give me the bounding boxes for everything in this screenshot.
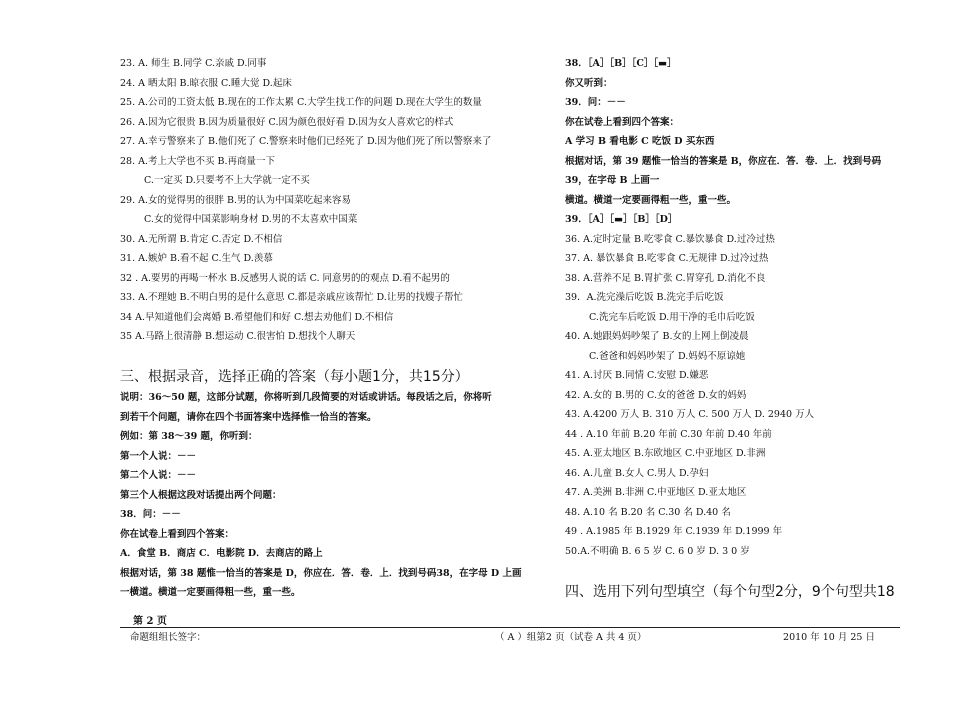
- section-3-heading: 三、根据录音，选择正确的答案（每小题1分，共15分）: [120, 369, 469, 385]
- question-45: 45. A.亚太地区 B.东欧地区 C.中亚地区 D.非洲: [565, 448, 766, 459]
- question-30: 30. A.无所谓 B.肯定 C.否定 D.不相信: [120, 233, 283, 245]
- question-41: 41. A.讨厌 B.同情 C.安慰 D.嫌恶: [565, 370, 709, 381]
- question-39-options-cont: C.洗完车后吃饭 D.用干净的毛巾后吃饭: [589, 311, 755, 323]
- question-49: 49 . A.1985 年 B.1929 年 C.1939 年 D.1999 年: [565, 526, 783, 537]
- question-38: 38. A.营养不足 B.胃扩张 C.胃穿孔 D.消化不良: [565, 272, 766, 284]
- example-speaker-1: 第一个人说：－－: [120, 450, 197, 462]
- question-40: 40. A.她跟妈妈吵架了 B.女的上网上倒凌晨: [565, 331, 749, 342]
- question-40-options-cont: C.爸爸和妈妈吵架了 D.妈妈不原谅她: [589, 350, 746, 362]
- question-28-options-cont: C.一定买 D.只要考不上大学就一定不买: [144, 175, 310, 186]
- example-explanation: 根据对话，第 38 题惟一恰当的答案是 D，你应在．答．卷．上．找到号码38，在字母 D 上画: [120, 567, 522, 579]
- left-column: [120, 54, 560, 603]
- example-explanation-cont: 一横道。横道一定要画得粗一些，重一些。: [120, 587, 301, 598]
- footer: [120, 629, 900, 643]
- example-answers: A．食堂 B．商店 C．电影院 D．去商店的路上: [120, 548, 323, 559]
- answer-sheet-38: 38．［A］［B］［C］［▬］: [565, 58, 677, 69]
- question-29: 29. A.女的觉得男的很胖 B.男的认为中国菜吃起来容易: [120, 194, 352, 206]
- question-31: 31. A.嫉妒 B.看不起 C.生气 D.羡慕: [120, 253, 273, 264]
- question-27: 27. A.幸亏警察来了 B.他们死了 C.警察来时他们已经死了 D.因为他们死了所以警察来了: [120, 136, 492, 147]
- example-explanation-39-cont: 39，在字母 B 上画一: [565, 175, 660, 186]
- footer-signature-label: 命题组组长签字：: [130, 632, 207, 643]
- question-28: 28. A.考上大学也不买 B.再商量一下: [120, 155, 276, 167]
- question-50: 50.A.不明确 B. 6 5 岁 C. 6 0 岁 D. 3 0 岁: [565, 545, 750, 557]
- example-intro: 例如：第 38～39 题，你听到：: [120, 431, 258, 442]
- example-answers-intro: 你在试卷上看到四个答案：: [120, 528, 235, 540]
- right-column: [565, 54, 910, 603]
- question-25: 25. A.公司的工资太低 B.现在的工作太累 C.大学生找工作的问题 D.现在大学生的数量: [120, 97, 482, 108]
- question-42: 42. A.女的 B.男的 C.女的爸爸 D.女的妈妈: [565, 389, 747, 401]
- answer-sheet-39: 39．［A］［▬］［B］［D］: [565, 214, 678, 225]
- question-48: 48. A.10 名 B.20 名 C.30 名 D.40 名: [565, 506, 731, 518]
- footer-divider: [120, 627, 900, 628]
- question-39: 39．A.洗完澡后吃饭 B.洗完手后吃饭: [565, 292, 724, 303]
- example-speaker-2: 第二个人说：－－: [120, 470, 197, 481]
- page-number: 第 2 页: [133, 616, 167, 627]
- spacer: [565, 561, 910, 581]
- question-26: 26. A.因为它很贵 B.因为质量很好 C.因为颜色很好看 D.因为女人喜欢它的样式: [120, 116, 454, 128]
- section-4-heading: 四、选用下列句型填空（每个句型2分，9个句型共18: [565, 583, 895, 600]
- example-answers-intro-39: 你在试卷上看到四个答案：: [565, 116, 680, 128]
- example-answers-39: A 学习 B 看电影 C 吃饭 D 买东西: [565, 136, 715, 147]
- question-29-options-cont: C.女的觉得中国菜影响身材 D.男的不太喜欢中国菜: [144, 214, 358, 225]
- question-32: 32 . A.要男的再喝一杯水 B.反感男人说的话 C. 同意男的的观点 D.看不起男的: [120, 272, 450, 284]
- example-explanation-39: 根据对话，第 39 题惟一恰当的答案是 B，你应在．答．卷．上．找到号码: [565, 155, 882, 167]
- question-37: 37. A. 暴饮暴食 B.吃零食 C.无规律 D.过冷过热: [565, 253, 769, 264]
- question-46: 46. A.儿童 B.女人 C.男人 D.孕妇: [565, 467, 709, 479]
- footer-page-info: （ A ）组第2 页（试卷 A 共 4 页）: [495, 632, 647, 643]
- question-34: 34 A.早知道他们会离婚 B.希望他们和好 C.想去劝他们 D.不相信: [120, 311, 394, 323]
- section-3-instructions-cont: 到若干个问题，请你在四个书面答案中选择惟一恰当的答案。: [120, 411, 377, 423]
- question-44: 44 . A.10 年前 B.20 年前 C.30 年前 D.40 年前: [565, 428, 772, 440]
- question-33: 33. A.不理她 B.不明白男的是什么意思 C.都是亲戚应该帮忙 D.让男的找嫂子帮忙: [120, 292, 463, 303]
- example-question-39: 39．问：－－: [565, 97, 626, 108]
- example-also-heard: 你又听到：: [565, 77, 613, 89]
- example-question-38: 38．问：－－: [120, 509, 181, 520]
- question-43: 43. A.4200 万人 B. 310 万人 C. 500 万人 D. 2940 万人: [565, 409, 815, 420]
- question-35: 35 A.马路上很清静 B.想运动 C.很害怕 D.想找个人聊天: [120, 331, 356, 342]
- example-explanation-39-end: 横道。横道一定要画得粗一些，重一些。: [565, 194, 737, 206]
- question-23: 23. A. 师生 B.同学 C.亲戚 D.同事: [120, 58, 267, 69]
- question-36: 36. A.定时定量 B.吃零食 C.暴饮暴食 D.过冷过热: [565, 233, 775, 245]
- question-47: 47. A.美洲 B.非洲 C.中亚地区 D.亚太地区: [565, 487, 747, 498]
- spacer: [120, 347, 560, 367]
- example-speaker-3: 第三个人根据这段对话提出两个问题：: [120, 489, 282, 501]
- footer-date: 2010 年 10 月 25 日: [783, 632, 875, 643]
- question-24: 24. A 晒太阳 B.晾衣服 C.睡大觉 D.起床: [120, 77, 292, 89]
- section-3-instructions: 说明：36～50 题，这部分试题，你将听到几段简要的对话或讲话。每段话之后，你将听: [120, 392, 492, 403]
